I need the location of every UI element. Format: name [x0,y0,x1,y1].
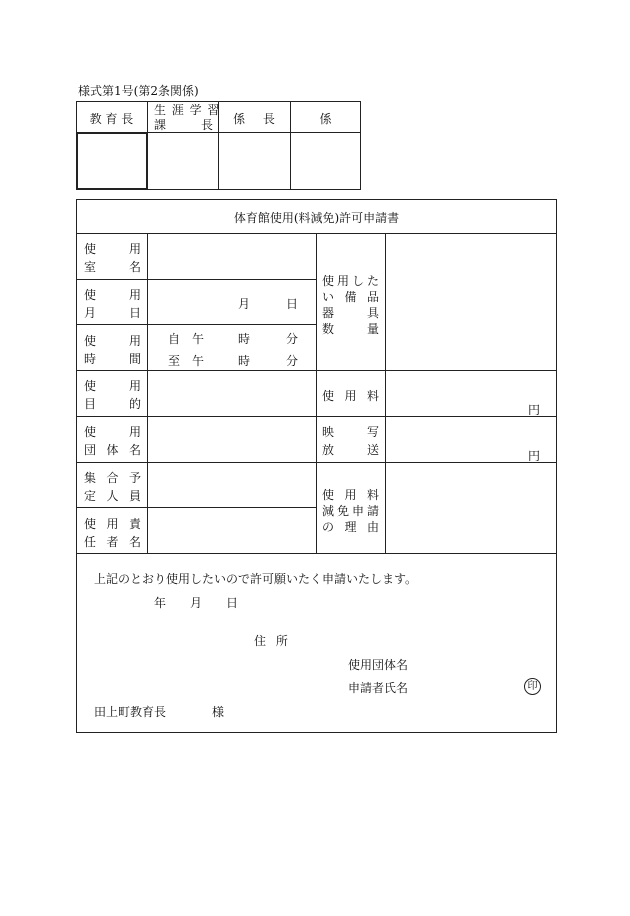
label-fee: 使 用 料 [322,389,379,403]
label-date-2: 月 日 [84,306,141,320]
applicant-name-label: 申請者氏名 [348,681,409,695]
sign-month: 月 [190,596,203,610]
time-from: 自 [168,332,181,346]
fee-yen: 円 [528,403,541,417]
label-date-1: 使 用 [84,288,141,302]
honorific: 様 [212,705,225,719]
label-room-2: 室 名 [84,260,141,274]
approval-kakari: 係 [319,112,332,126]
seal-mark: 印 [524,678,541,695]
date-day: 日 [286,297,299,311]
label-reason-3: の 理 由 [322,520,379,534]
date-month: 月 [238,297,251,311]
approval-kakaricho: 係 長 [233,112,275,126]
addressee: 田上町教育長 [94,705,167,719]
time-to-hour: 時 [238,354,251,368]
time-to-noon: 午 [192,354,205,368]
label-reason-2: 減 免 申 請 [322,504,379,518]
label-purpose-1: 使 用 [84,379,141,393]
label-purpose-2: 目 的 [84,397,141,411]
label-people-2: 定 人 員 [84,489,141,503]
label-people-1: 集 合 予 [84,471,141,485]
approval-kacho-line1: 生 涯 学 習 [154,103,221,117]
sign-year: 年 [154,596,167,610]
time-from-hour: 時 [238,332,251,346]
label-resp-2: 任 者 名 [84,535,141,549]
label-equip-4: 数 量 [322,322,379,336]
statement: 上記のとおり使用したいので許可願いたく申請いたします。 [94,572,418,586]
label-media-2: 放 送 [322,443,379,457]
approval-kyoikucho: 教 育 長 [89,112,134,126]
address-label: 住 所 [254,634,288,648]
form-title: 体育館使用(料減免)許可申請書 [233,211,400,225]
time-from-min: 分 [286,332,299,346]
label-resp-1: 使 用 責 [84,517,141,531]
label-time-2: 時 間 [84,352,141,366]
label-group-2: 団 体 名 [84,443,141,457]
time-from-noon: 午 [192,332,205,346]
label-time-1: 使 用 [84,334,141,348]
form-number: 様式第1号(第2条関係) [78,84,199,98]
group-name-label: 使用団体名 [348,658,409,672]
time-to-min: 分 [286,354,299,368]
label-room-1: 使 用 [84,242,141,256]
label-equip-3: 器 具 [322,306,379,320]
label-media-1: 映 写 [322,425,379,439]
time-to: 至 [168,354,181,368]
label-group-1: 使 用 [84,425,141,439]
approval-kacho-line2b: 長 [201,118,214,132]
media-yen: 円 [528,449,541,463]
approval-kacho-line2: 課 [154,118,167,132]
label-equip-2: い 備 品 [322,290,379,304]
stamp-box-kyoikucho[interactable] [77,133,147,189]
label-reason-1: 使 用 料 [322,488,379,502]
sign-day: 日 [226,596,239,610]
label-equip-1: 使 用 し た [322,274,379,288]
